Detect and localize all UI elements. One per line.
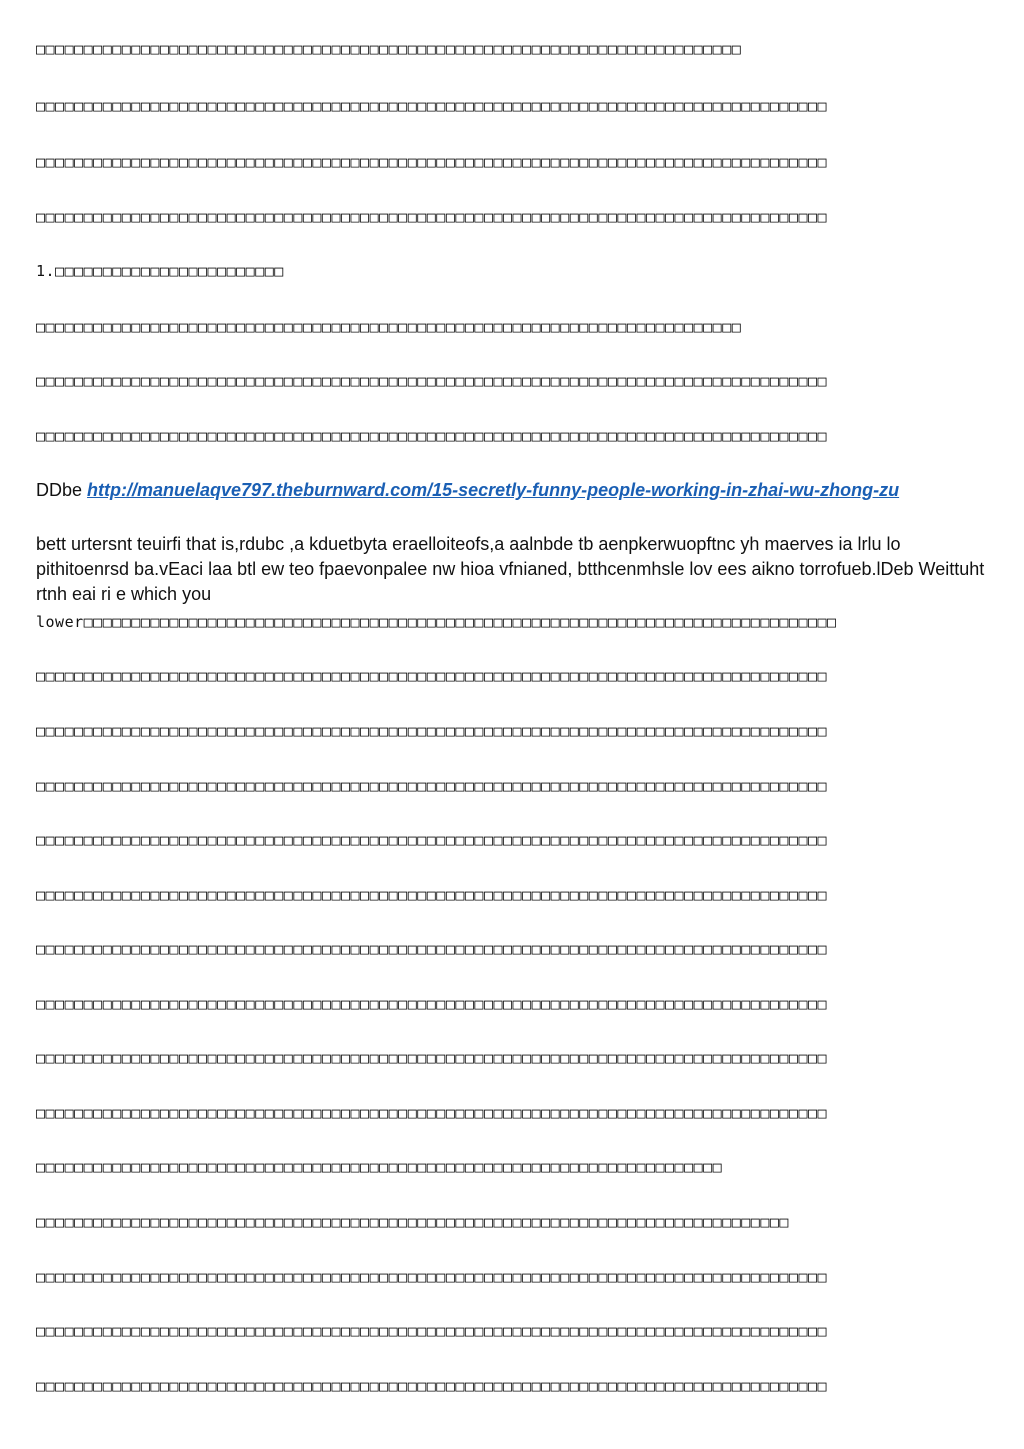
tail-paragraph-3: □□□□□□□□□□□□□□□□□□□□□□□□□□□□□□□□□□□□□□□□□□□□□□□□□□□□□□□□□□□□□□□□□□□□□□□□□□□□□□□□□□□ bbox=[36, 777, 828, 795]
scrambled-paragraph: bett urtersnt teuirfi that is,rdubc ,a kduetbyta eraelloiteofs,a aalnbde tb aenpkerwuopftnc yh maerves ia lrlu lo pithitoenrsd ba.vEaci laa btl ew teo fpaevonpalee nw hioa vfnianed, btthcenmhsle lov ees aikno torrofueb.lDeb Weittuht rtnh eai ri e which you bbox=[36, 534, 985, 604]
paragraph-4: □□□□□□□□□□□□□□□□□□□□□□□□□□□□□□□□□□□□□□□□□□□□□□□□□□□□□□□□□□□□□□□□□□□□□□□□□□□□□□□□□□□ bbox=[36, 208, 828, 226]
paragraph-3: □□□□□□□□□□□□□□□□□□□□□□□□□□□□□□□□□□□□□□□□□□□□□□□□□□□□□□□□□□□□□□□□□□□□□□□□□□□□□□□□□□□ bbox=[36, 153, 828, 171]
tail-paragraph-1: □□□□□□□□□□□□□□□□□□□□□□□□□□□□□□□□□□□□□□□□□□□□□□□□□□□□□□□□□□□□□□□□□□□□□□□□□□□□□□□□□□□ bbox=[36, 667, 828, 685]
paragraph-8: □□□□□□□□□□□□□□□□□□□□□□□□□□□□□□□□□□□□□□□□□□□□□□□□□□□□□□□□□□□□□□□□□□□□□□□□□□□□□□□□□□□ bbox=[36, 427, 828, 445]
tail-paragraph-2: □□□□□□□□□□□□□□□□□□□□□□□□□□□□□□□□□□□□□□□□□□□□□□□□□□□□□□□□□□□□□□□□□□□□□□□□□□□□□□□□□□□ bbox=[36, 722, 828, 740]
tail-paragraph-7: □□□□□□□□□□□□□□□□□□□□□□□□□□□□□□□□□□□□□□□□□□□□□□□□□□□□□□□□□□□□□□□□□□□□□□□□□□□□□□□□□□□ bbox=[36, 995, 828, 1013]
article-link[interactable]: http://manuelaqve797.theburnward.com/15-secretly-funny-people-working-in-zhai-wu-zhong-zu bbox=[87, 480, 900, 500]
paragraph-2: □□□□□□□□□□□□□□□□□□□□□□□□□□□□□□□□□□□□□□□□□□□□□□□□□□□□□□□□□□□□□□□□□□□□□□□□□□□□□□□□□□□ bbox=[36, 97, 828, 115]
numbered-heading: 1.□□□□□□□□□□□□□□□□□□□□□□□□ bbox=[36, 262, 284, 280]
lower-line: lower□□□□□□□□□□□□□□□□□□□□□□□□□□□□□□□□□□□□□□□□□□□□□□□□□□□□□□□□□□□□□□□□□□□□□□□□□□□□□□□ bbox=[36, 613, 837, 631]
tail-paragraph-8: □□□□□□□□□□□□□□□□□□□□□□□□□□□□□□□□□□□□□□□□□□□□□□□□□□□□□□□□□□□□□□□□□□□□□□□□□□□□□□□□□□□ bbox=[36, 1049, 828, 1067]
tail-paragraph-6: □□□□□□□□□□□□□□□□□□□□□□□□□□□□□□□□□□□□□□□□□□□□□□□□□□□□□□□□□□□□□□□□□□□□□□□□□□□□□□□□□□□ bbox=[36, 940, 828, 958]
paragraph-6: □□□□□□□□□□□□□□□□□□□□□□□□□□□□□□□□□□□□□□□□□□□□□□□□□□□□□□□□□□□□□□□□□□□□□□□□□□ bbox=[36, 318, 742, 336]
tail-paragraph-5: □□□□□□□□□□□□□□□□□□□□□□□□□□□□□□□□□□□□□□□□□□□□□□□□□□□□□□□□□□□□□□□□□□□□□□□□□□□□□□□□□□□ bbox=[36, 886, 828, 904]
tail-paragraph-4: □□□□□□□□□□□□□□□□□□□□□□□□□□□□□□□□□□□□□□□□□□□□□□□□□□□□□□□□□□□□□□□□□□□□□□□□□□□□□□□□□□□ bbox=[36, 831, 828, 849]
link-prefix: DDbe bbox=[36, 480, 88, 500]
paragraph-7: □□□□□□□□□□□□□□□□□□□□□□□□□□□□□□□□□□□□□□□□□□□□□□□□□□□□□□□□□□□□□□□□□□□□□□□□□□□□□□□□□□□ bbox=[36, 372, 828, 390]
paragraph-1: □□□□□□□□□□□□□□□□□□□□□□□□□□□□□□□□□□□□□□□□□□□□□□□□□□□□□□□□□□□□□□□□□□□□□□□□□□ bbox=[36, 40, 742, 58]
tail-paragraph-11: □□□□□□□□□□□□□□□□□□□□□□□□□□□□□□□□□□□□□□□□□□□□□□□□□□□□□□□□□□□□□□□□□□□□□□□□□□□□□□□ bbox=[36, 1213, 789, 1231]
link-line bbox=[36, 479, 988, 501]
document-page bbox=[36, 0, 988, 1449]
tail-paragraph-13: □□□□□□□□□□□□□□□□□□□□□□□□□□□□□□□□□□□□□□□□□□□□□□□□□□□□□□□□□□□□□□□□□□□□□□□□□□□□□□□□□□□ bbox=[36, 1322, 828, 1340]
tail-paragraph-14: □□□□□□□□□□□□□□□□□□□□□□□□□□□□□□□□□□□□□□□□□□□□□□□□□□□□□□□□□□□□□□□□□□□□□□□□□□□□□□□□□□□ bbox=[36, 1377, 828, 1395]
tail-paragraph-9: □□□□□□□□□□□□□□□□□□□□□□□□□□□□□□□□□□□□□□□□□□□□□□□□□□□□□□□□□□□□□□□□□□□□□□□□□□□□□□□□□□□ bbox=[36, 1104, 828, 1122]
tail-paragraph-10: □□□□□□□□□□□□□□□□□□□□□□□□□□□□□□□□□□□□□□□□□□□□□□□□□□□□□□□□□□□□□□□□□□□□□□□□ bbox=[36, 1158, 723, 1176]
tail-paragraph-12: □□□□□□□□□□□□□□□□□□□□□□□□□□□□□□□□□□□□□□□□□□□□□□□□□□□□□□□□□□□□□□□□□□□□□□□□□□□□□□□□□□□ bbox=[36, 1268, 828, 1286]
